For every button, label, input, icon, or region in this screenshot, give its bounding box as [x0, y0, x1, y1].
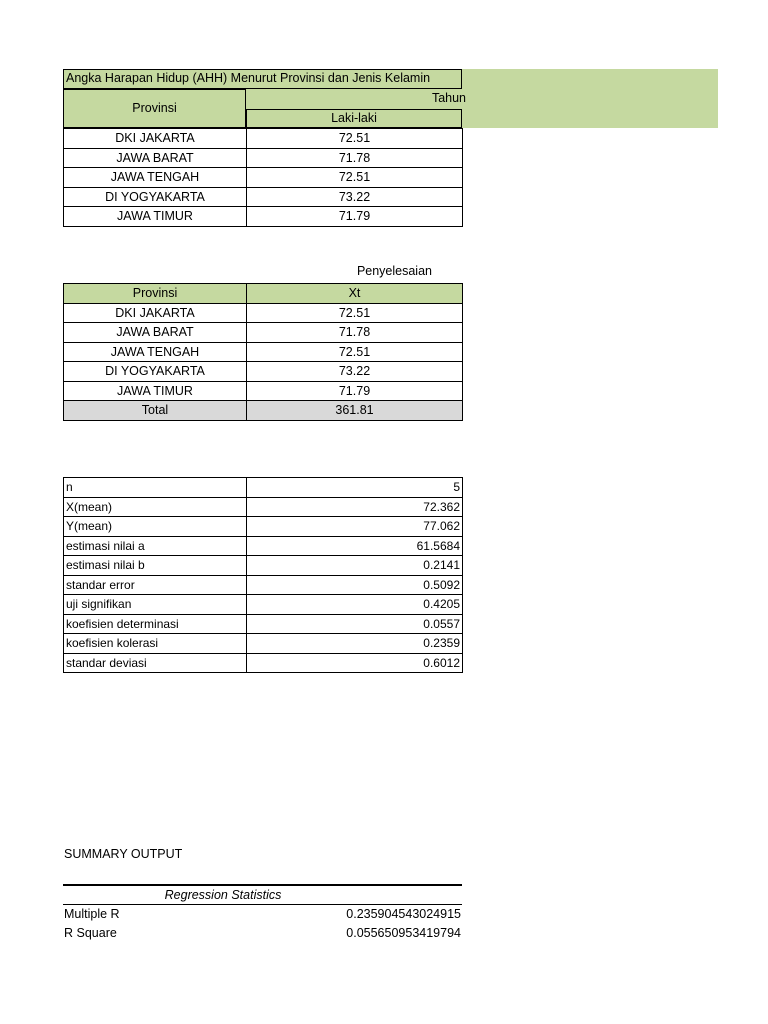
- value-cell[interactable]: 72.51: [247, 303, 463, 323]
- table-row: [64, 129, 463, 149]
- stat-label[interactable]: standar error: [64, 575, 247, 595]
- table1-tahun-label: Tahun: [431, 91, 466, 105]
- stat-value[interactable]: 0.4205: [247, 595, 463, 615]
- table-row: [64, 634, 463, 654]
- table-row: [64, 614, 463, 634]
- summary-title[interactable]: SUMMARY OUTPUT: [64, 847, 183, 861]
- stat-value[interactable]: 77.062: [247, 517, 463, 537]
- table-row: [64, 362, 463, 382]
- table-row: [64, 595, 463, 615]
- table-row: [64, 323, 463, 343]
- value-cell[interactable]: 72.51: [247, 342, 463, 362]
- provinsi-cell[interactable]: JAWA TENGAH: [64, 168, 247, 188]
- table-row: [64, 536, 463, 556]
- table-row: [64, 478, 463, 498]
- table2: [63, 283, 463, 421]
- provinsi-cell[interactable]: JAWA BARAT: [64, 323, 247, 343]
- table-row: [64, 517, 463, 537]
- provinsi-header[interactable]: Provinsi: [64, 284, 247, 304]
- table-row: [64, 207, 463, 227]
- stat-label[interactable]: X(mean): [64, 497, 247, 517]
- stat-label[interactable]: uji signifikan: [64, 595, 247, 615]
- value-cell[interactable]: 71.78: [247, 323, 463, 343]
- table-row: [64, 653, 463, 673]
- table1-laki-header[interactable]: Laki-laki: [246, 109, 462, 128]
- table-row: [64, 168, 463, 188]
- provinsi-cell[interactable]: DKI JAKARTA: [64, 303, 247, 323]
- stat-label[interactable]: koefisien kolerasi: [64, 634, 247, 654]
- stat-value[interactable]: 61.5684: [247, 536, 463, 556]
- stat-value[interactable]: 0.6012: [247, 653, 463, 673]
- stat-value[interactable]: 0.5092: [247, 575, 463, 595]
- table1-title: Angka Harapan Hidup (AHH) Menurut Provinsi dan Jenis Kelamin: [66, 71, 431, 85]
- value-cell[interactable]: 71.79: [247, 207, 463, 227]
- stat-value[interactable]: 5: [247, 478, 463, 498]
- provinsi-cell[interactable]: DKI JAKARTA: [64, 129, 247, 149]
- provinsi-cell[interactable]: JAWA BARAT: [64, 148, 247, 168]
- stat-label[interactable]: Y(mean): [64, 517, 247, 537]
- table-row: [64, 187, 463, 207]
- table-row: [64, 381, 463, 401]
- table-row: [64, 342, 463, 362]
- table1-provinsi-header[interactable]: Provinsi: [63, 89, 246, 128]
- summary-label[interactable]: R Square: [64, 926, 117, 940]
- value-cell[interactable]: 71.79: [247, 381, 463, 401]
- penyelesaian-caption: Penyelesaian: [356, 264, 432, 278]
- provinsi-cell[interactable]: JAWA TIMUR: [64, 381, 247, 401]
- table-row: [64, 497, 463, 517]
- provinsi-cell[interactable]: DI YOGYAKARTA: [64, 187, 247, 207]
- total-label[interactable]: Total: [64, 401, 247, 421]
- stat-label[interactable]: estimasi nilai a: [64, 536, 247, 556]
- table-row: [64, 148, 463, 168]
- stat-label[interactable]: n: [64, 478, 247, 498]
- provinsi-cell[interactable]: JAWA TIMUR: [64, 207, 247, 227]
- table-row: [64, 303, 463, 323]
- stat-label[interactable]: koefisien determinasi: [64, 614, 247, 634]
- table-row: [64, 556, 463, 576]
- xt-header[interactable]: Xt: [247, 284, 463, 304]
- stats-table: [63, 477, 463, 673]
- provinsi-cell[interactable]: JAWA TENGAH: [64, 342, 247, 362]
- value-cell[interactable]: 72.51: [247, 168, 463, 188]
- stat-label[interactable]: standar deviasi: [64, 653, 247, 673]
- value-cell[interactable]: 73.22: [247, 362, 463, 382]
- value-cell[interactable]: 71.78: [247, 148, 463, 168]
- value-cell[interactable]: 72.51: [247, 129, 463, 149]
- table1-tahun-header[interactable]: [246, 89, 466, 110]
- stat-value[interactable]: 0.2359: [247, 634, 463, 654]
- stat-value[interactable]: 0.2141: [247, 556, 463, 576]
- value-cell[interactable]: 73.22: [247, 187, 463, 207]
- total-value[interactable]: 361.81: [247, 401, 463, 421]
- stat-label[interactable]: estimasi nilai b: [64, 556, 247, 576]
- summary-value[interactable]: 0.235904543024915: [346, 907, 461, 921]
- table-header-row: [64, 284, 463, 304]
- summary-value[interactable]: 0.055650953419794: [346, 926, 461, 940]
- provinsi-cell[interactable]: DI YOGYAKARTA: [64, 362, 247, 382]
- table1-body: [63, 128, 463, 227]
- table-row: [64, 575, 463, 595]
- stat-value[interactable]: 72.362: [247, 497, 463, 517]
- regression-statistics-header[interactable]: Regression Statistics: [164, 888, 282, 902]
- total-row: [64, 401, 463, 421]
- summary-label[interactable]: Multiple R: [64, 907, 120, 921]
- stat-value[interactable]: 0.0557: [247, 614, 463, 634]
